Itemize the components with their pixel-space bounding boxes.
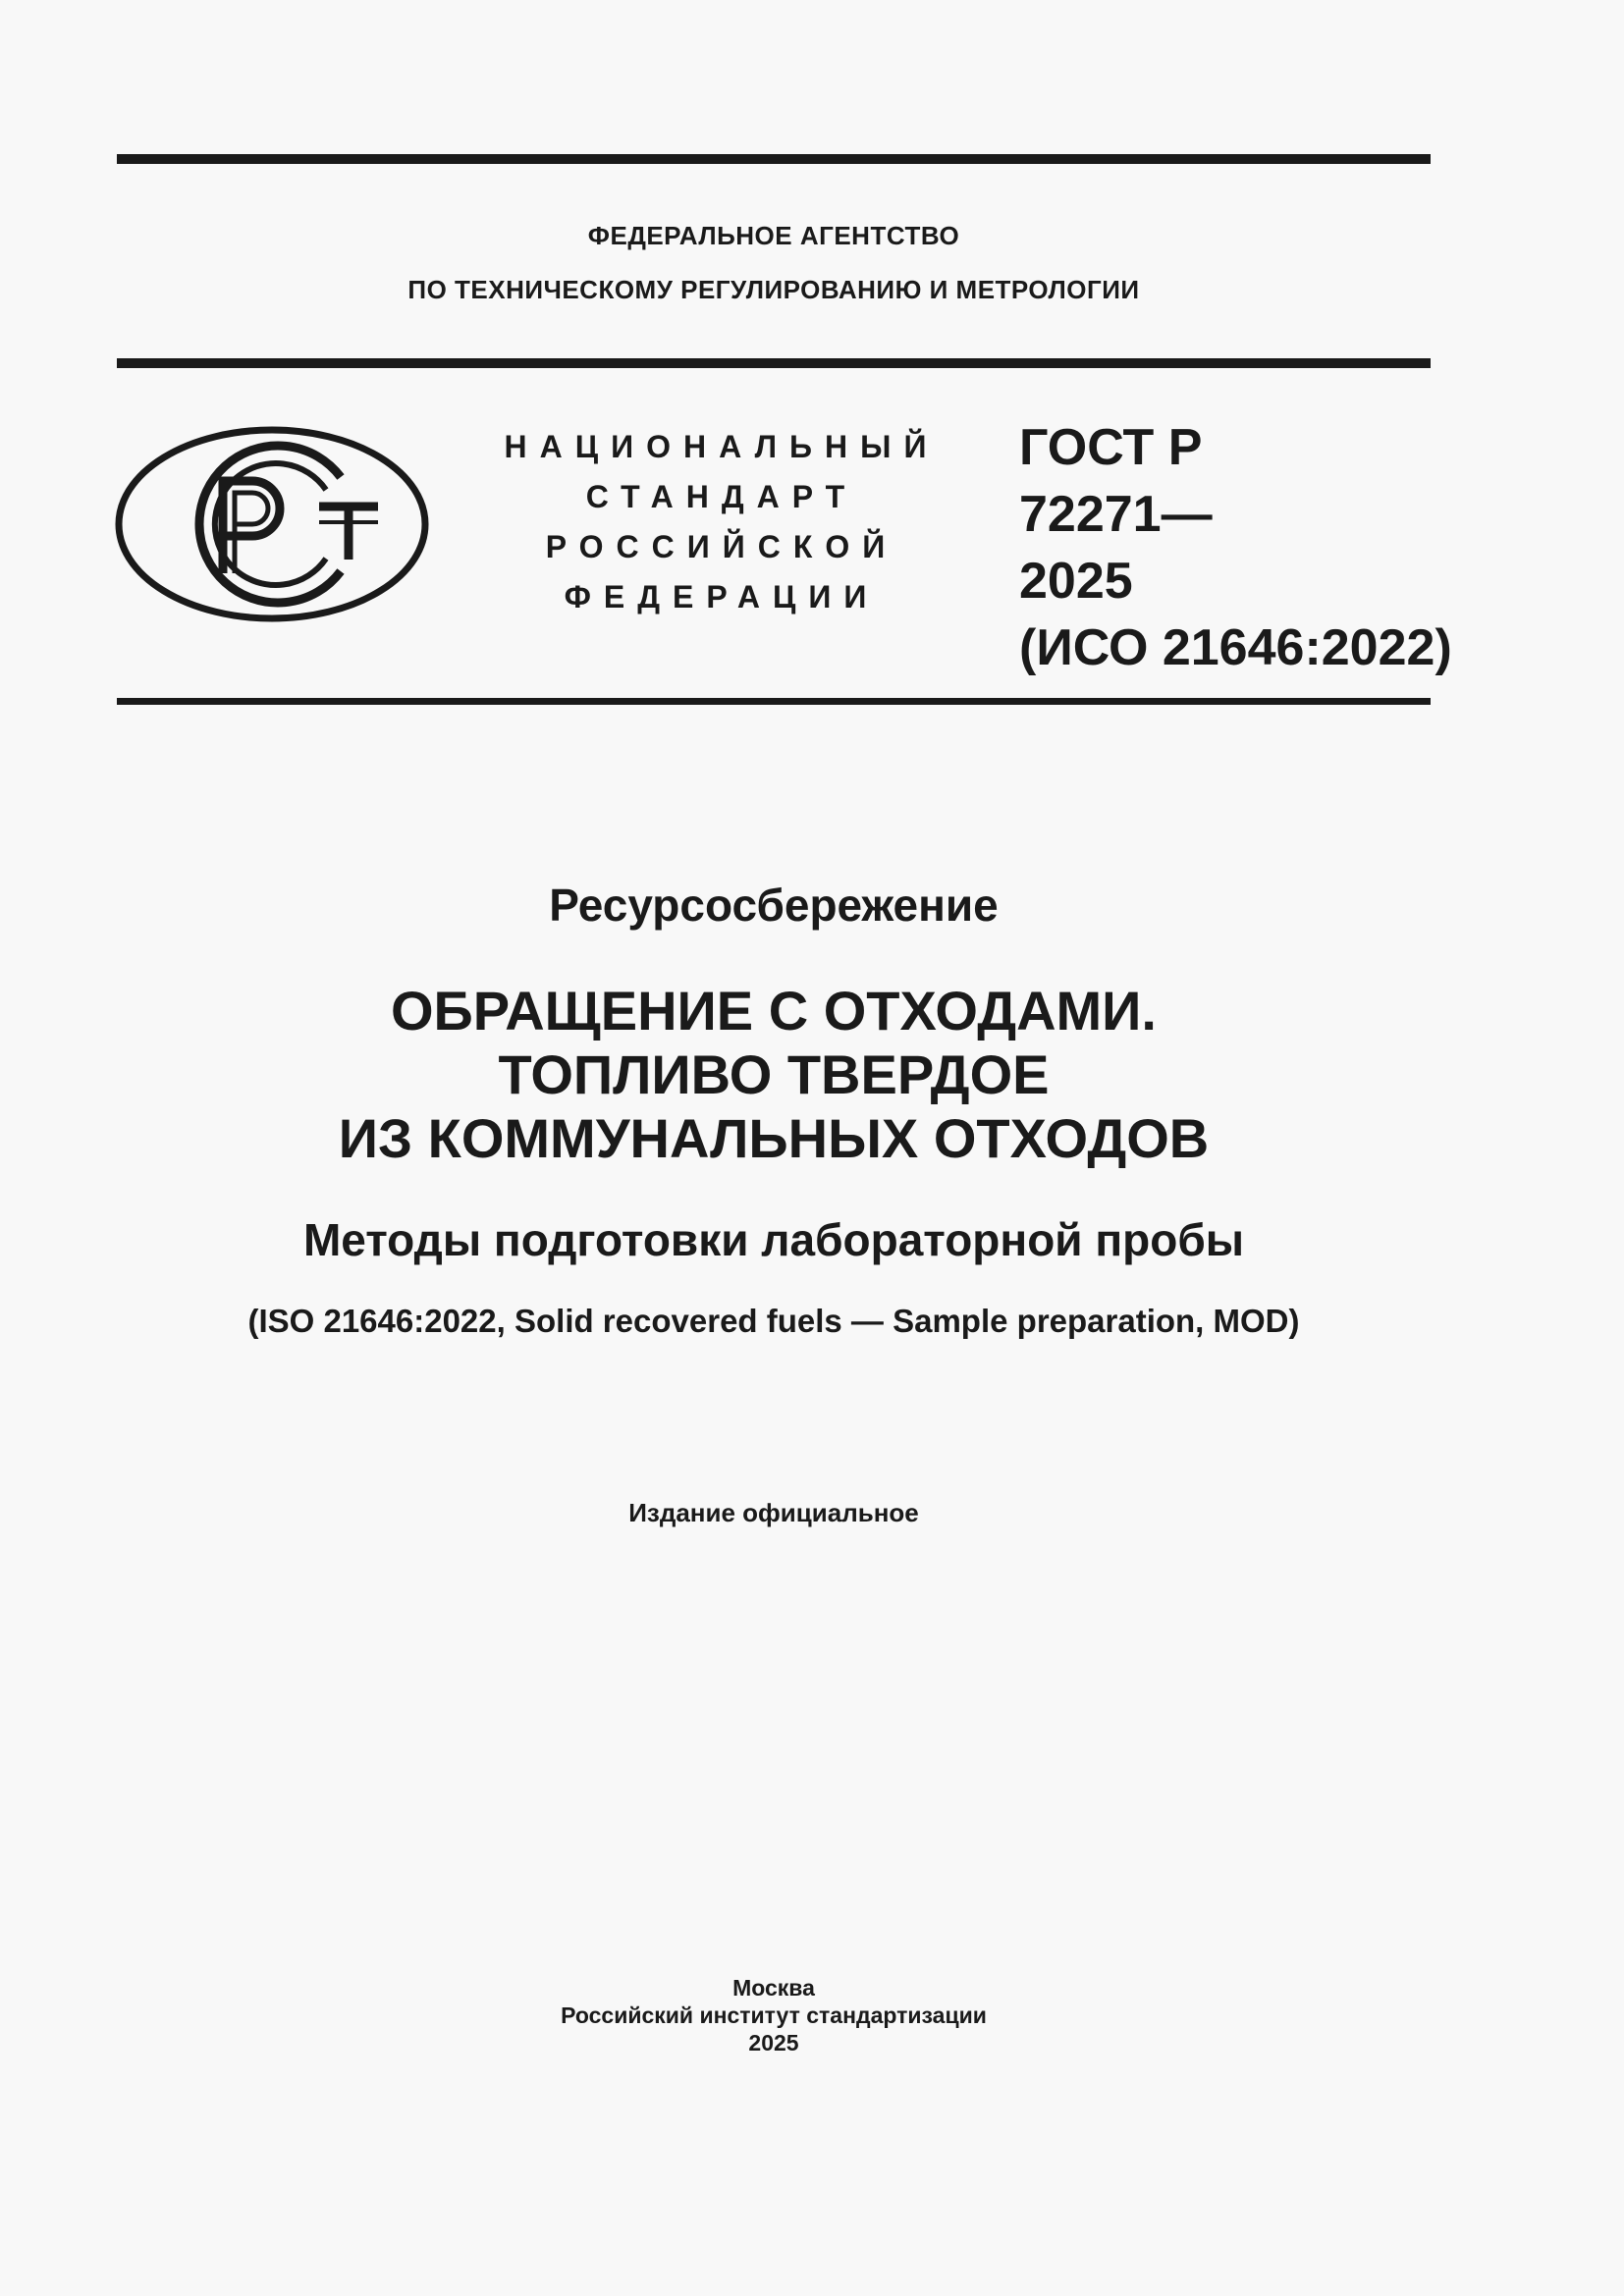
agency-line-2: ПО ТЕХНИЧЕСКОМУ РЕГУЛИРОВАНИЮ И МЕТРОЛОГИИ <box>407 275 1140 304</box>
subject-heading: Ресурсосбережение <box>549 880 999 931</box>
rst-certification-mark-icon <box>115 426 429 622</box>
document-title <box>0 979 1547 1170</box>
international-reference: (ISO 21646:2022, Solid recovered fuels — Sample preparation, MOD) <box>247 1303 1300 1339</box>
national-line-3: РОССИЙСКОЙ <box>545 529 898 564</box>
title-line-3: ИЗ КОММУНАЛЬНЫХ ОТХОДОВ <box>338 1107 1210 1169</box>
code-line-4: (ИСО 21646:2022) <box>1019 619 1452 676</box>
header-rule <box>117 358 1431 368</box>
title-line-2: ТОПЛИВО ТВЕРДОЕ <box>498 1043 1050 1105</box>
imprint-publisher: Российский институт стандартизации <box>561 2002 987 2028</box>
code-line-1: ГОСТ Р <box>1019 419 1203 476</box>
document-subtitle: Методы подготовки лабораторной пробы <box>302 1214 1245 1265</box>
code-rule <box>117 698 1431 705</box>
agency-line-1: ФЕДЕРАЛЬНОЕ АГЕНТСТВО <box>587 221 960 250</box>
title-line-1: ОБРАЩЕНИЕ С ОТХОДАМИ. <box>391 980 1157 1041</box>
imprint <box>0 1974 1547 2056</box>
national-line-1: НАЦИОНАЛЬНЫЙ <box>504 429 940 464</box>
edition-label: Издание официальное <box>628 1498 919 1527</box>
standard-code <box>1019 414 1452 681</box>
code-line-2: 72271— <box>1019 486 1213 543</box>
national-line-2: СТАНДАРТ <box>585 479 858 514</box>
imprint-city: Москва <box>732 1975 815 2001</box>
top-rule <box>117 154 1431 164</box>
national-line-4: ФЕДЕРАЦИИ <box>564 579 880 614</box>
national-standard-label <box>491 422 952 622</box>
imprint-year: 2025 <box>748 2030 799 2056</box>
code-line-3: 2025 <box>1019 553 1133 610</box>
